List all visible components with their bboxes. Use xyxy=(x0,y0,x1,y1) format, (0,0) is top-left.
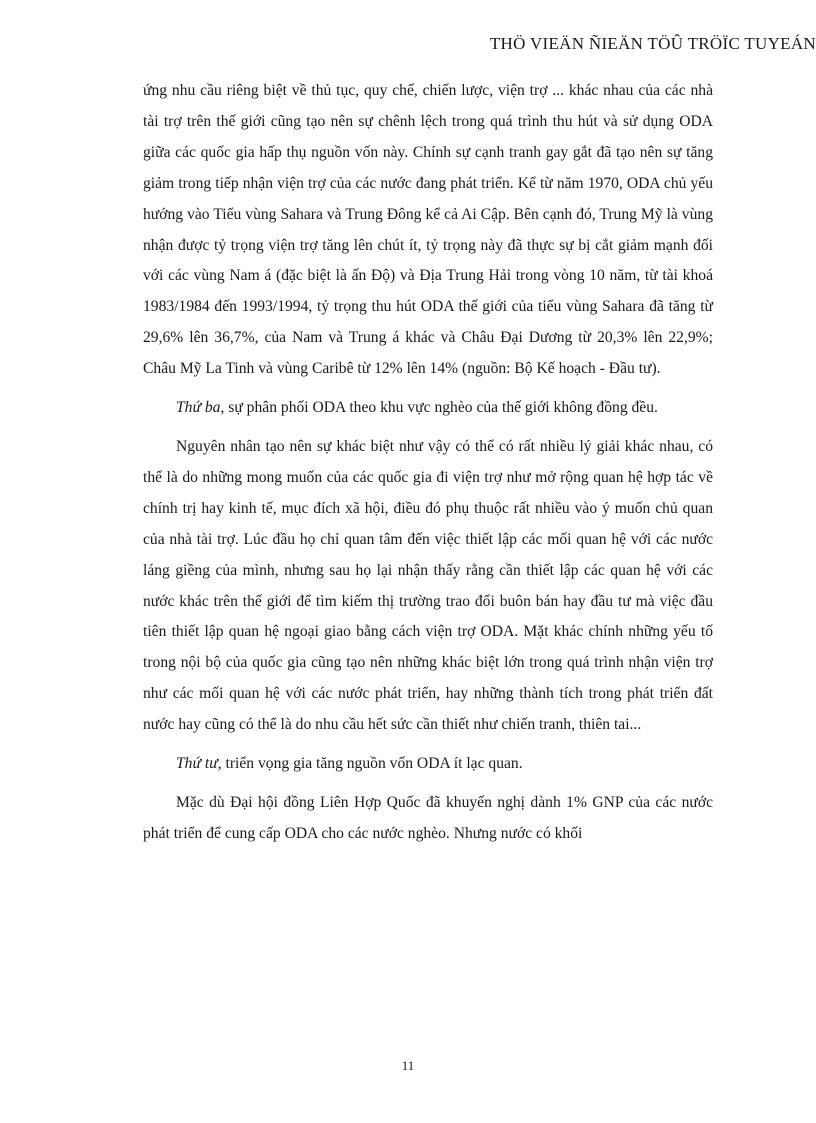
paragraph-lead: Thứ tư, xyxy=(176,755,222,773)
paragraph-5: Mặc dù Đại hội đồng Liên Hợp Quốc đã khuyến nghị dành 1% GNP của các nước phát triển để cung cấp ODA cho các nước nghèo. Nhưng nước có khối xyxy=(143,793,713,842)
paragraph-3: Nguyên nhân tạo nên sự khác biệt như vậy có thể có rất nhiều lý giải khác nhau, có thể là do những mong muốn của các quốc gia đi viện trợ như mở rộng quan hệ hợp tác về chính trị hay kinh tế, mục đích xã hội, điều đó phụ thuộc rất nhiều vào ý muốn chủ quan của nhà tài trợ. Lúc đầu họ chỉ quan tâm đến việc thiết lập các mối quan hệ với các nước láng giềng của mình, nhưng sau họ lại nhận thấy rằng cần thiết lập các quan hệ với các nước khác trên thế giới để tìm kiếm thị trường trao đổi buôn bán hay đầu tư mà việc đầu tiên thiết lập quan hệ ngoại giao bằng cách viện trợ ODA. Mặt khác chính những yếu tố trong nội bộ của quốc gia cũng tạo nên những khác biệt lớn trong quá trình nhận viện trợ như các mối quan hệ với các nước phát triển, hay những thành tích trong phát triển đất nước hay cũng có thể là do nhu cầu hết sức cần thiết như chiến tranh, thiên tai... xyxy=(143,437,713,734)
paragraph-lead: Thứ ba xyxy=(176,399,221,417)
document-body xyxy=(143,76,713,850)
paragraph-4: Thứ tư, triển vọng gia tăng nguồn vốn ODA ít lạc quan. xyxy=(176,755,523,773)
page-number: 11 xyxy=(401,1058,415,1073)
page-header: THÖ VIEÄN ÑIEÄN TÖÛ TRÖÏC TUYEÁN xyxy=(489,34,816,53)
paragraph-1: ứng nhu cầu riêng biệt về thủ tục, quy chế, chiến lược, viện trợ ... khác nhau của các nhà tài trợ trên thế giới cũng tạo nên sự chênh lệch trong quá trình thu hút và sử dụng ODA giữa các quốc gia hấp thụ nguồn vốn này. Chính sự cạnh tranh gay gắt đã tạo nên sự tăng giảm trong tiếp nhận viện trợ của các nước đang phát triển. Kể từ năm 1970, ODA chủ yếu hướng vào Tiểu vùng Sahara và Trung Đông kể cả Ai Cập. Bên cạnh đó, Trung Mỹ là vùng nhận được tỷ trọng viện trợ tăng lên chút ít, tỷ trọng này đã thực sự bị cắt giảm mạnh đối với các vùng Nam á (đặc biệt là ấn Độ) và Địa Trung Hải trong vòng 10 năm, từ tài khoá 1983/1984 đến 1993/1994, tỷ trọng thu hút ODA thế giới của tiểu vùng Sahara đã tăng từ 29,6% lên 36,7%, của Nam và Trung á khác và Châu Đại Dương từ 20,3% lên 22,9%; Châu Mỹ La Tinh và vùng Caribê từ 12% lên 14% (nguồn: Bộ Kế hoạch - Đầu tư). xyxy=(143,82,713,378)
paragraph-2: Thứ ba, sự phân phối ODA theo khu vực nghèo của thế giới không đồng đều. xyxy=(176,399,658,417)
